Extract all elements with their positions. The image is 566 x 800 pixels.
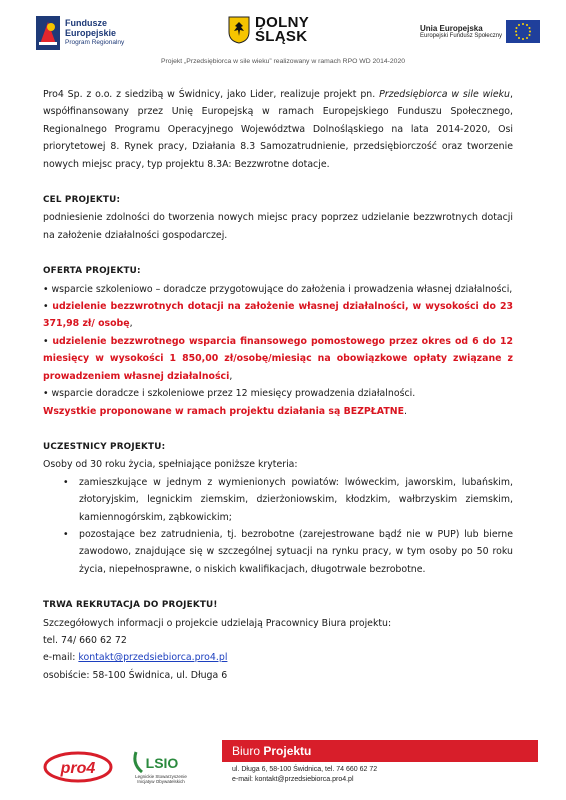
- pro4-text: pro4: [60, 760, 96, 777]
- oferta-item-3: [43, 333, 513, 385]
- uczestnicy-list: [43, 474, 513, 578]
- biuro-title-light: Biuro: [232, 744, 264, 758]
- uczestnicy-item-1: [63, 474, 513, 526]
- oferta-item-4: • wsparcie doradcze i szkoleniowe przez 12 miesięcy prowadzenia działalności.: [43, 388, 416, 400]
- uczestnicy-title: UCZESTNICY PROJEKTU:: [43, 441, 166, 452]
- biuro-projektu-box: [222, 740, 538, 790]
- uczestnicy-item-2: [63, 526, 513, 578]
- intro-part1: Pro4 Sp. z o.o. z siedzibą w Świdnicy, jako Lider, realizuje projekt pn.: [43, 89, 380, 100]
- dolny-slask-logo: [228, 16, 309, 44]
- intro-paragraph: [43, 86, 513, 173]
- email-label: e-mail:: [43, 652, 79, 664]
- page-header: [0, 14, 566, 58]
- unia-europejska-logo: [420, 20, 540, 43]
- cel-title: CEL PROJEKTU:: [43, 195, 121, 206]
- main-content: [43, 86, 513, 684]
- oferta-item-1: • wsparcie szkoleniowo – doradcze przygotowujące do założenia i prowadzenia własnej działalności,: [43, 283, 513, 295]
- rekrutacja-address: osobiście: 58-100 Świdnica, ul. Długa 6: [43, 669, 228, 681]
- fe-line2: Europejskie: [65, 28, 117, 38]
- fe-line3: Program Regionalny: [65, 39, 125, 46]
- intro-part2: , współfinansowany przez Unię Europejską w ramach Europejskiego Funduszu Społecznego, Regionalnego Programu Operacyjnego Województwa Dolnośląskiego na lata 2014-2020, Osi priorytetowej 8. Rynek pracy, Działania 8.3 Samozatrudnienie, przedsiębiorczość oraz tworzenie nowych miejsc pracy, typ projektu 8.3A: Bezzwrotne dotacje.: [43, 89, 513, 170]
- oferta-item-2-highlight: udzielenie bezzwrotnych dotacji na założenie własnej działalności, w wysokości do 23 371,98 zł/ osobę: [43, 301, 513, 330]
- ue-line1: Unia Europejska: [420, 24, 483, 33]
- fundusze-europejskie-logo: [36, 16, 124, 50]
- eagle-crest-icon: [228, 16, 250, 44]
- rekrutacja-email-line: [43, 649, 513, 666]
- rekrutacja-info: Szczegółowych informacji o projekcie udzielają Pracownicy Biura projektu:: [43, 617, 392, 629]
- cel-text: podniesienie zdolności do tworzenia nowych miejsc pracy poprzez udzielanie bezzwrotnych dotacji na założenie działalności gospodarczej.: [43, 212, 513, 241]
- biuro-title-bold: Projektu: [263, 744, 312, 758]
- pro4-logo: [42, 750, 114, 784]
- bullet: •: [43, 335, 53, 347]
- fe-line1: Fundusze: [65, 18, 107, 28]
- biuro-address: ul. Długa 6, 58-100 Świdnica, tel. 74 660 62 72: [232, 766, 378, 773]
- free-note-text: Wszystkie proponowane w ramach projektu działania są BEZPŁATNE: [43, 405, 404, 417]
- rekrutacja-tel: tel. 74/ 660 62 72: [43, 634, 127, 646]
- uczestnicy-lead: Osoby od 30 roku życia, spełniające poniższe kryteria:: [43, 459, 298, 471]
- ds-line2: ŚLĄSK: [255, 28, 308, 45]
- free-note: [43, 403, 513, 420]
- email-link[interactable]: kontakt@przedsiebiorca.pro4.pl: [78, 652, 228, 664]
- ds-line1: DOLNY: [255, 14, 309, 31]
- oferta-item-3-end: ,: [229, 370, 233, 382]
- intro-project-name: Przedsiębiorca w sile wieku: [379, 89, 510, 100]
- uczestnicy-item-1-text: zamieszkujące w jednym z wymienionych powiatów: lwóweckim, jaworskim, lubańskim, złotoryjskim, legnickim ziemskim, dzierżoniowskim, kłodzkim, wałbrzyskim ziemskim, kamiennogórskim, ząbkowickim;: [79, 476, 513, 523]
- biuro-title: [222, 740, 538, 762]
- uczestnicy-item-2-text: pozostające bez zatrudnienia, tj. bezrobotne (zarejestrowane bądź nie w PUP) lub bierne zawodowo, znajdujące się w szczególnej sytuacji na rynku pracy, w tym osoby po 50 roku życia, niepełnosprawne, o niskich kwalifikacjach, długotrwale bezrobotne.: [79, 528, 513, 575]
- oferta-item-2: [43, 298, 513, 333]
- biuro-email: e-mail: kontakt@przedsiebiorca.pro4.pl: [232, 776, 354, 783]
- oferta-list: [43, 281, 513, 403]
- project-subtitle: Projekt „Przedsiębiorca w sile wieku” realizowany w ramach RPO WD 2014-2020: [160, 58, 406, 65]
- bullet: •: [63, 528, 69, 540]
- bullet: •: [63, 476, 69, 488]
- oferta-item-3-highlight: udzielenie bezzwrotnego wsparcia finansowego pomostowego przez okres od 6 do 12 miesięcy w wysokości 1 850,00 zł/osobę/miesiąc na obowiązkowe opłaty związane z prowadzeniem własnej działalności: [43, 335, 514, 382]
- eu-flag-icon: [506, 20, 540, 43]
- bullet: •: [43, 301, 53, 313]
- rekrutacja-title: TRWA REKRUTACJA DO PROJEKTU!: [43, 600, 218, 611]
- free-note-end: .: [403, 405, 407, 417]
- fundusze-europejskie-icon: [36, 16, 60, 50]
- oferta-item-2-end: ,: [129, 318, 133, 330]
- page-footer: [0, 740, 566, 790]
- biuro-details: [222, 762, 538, 785]
- ue-line2: Europejski Fundusz Społeczny: [420, 33, 503, 39]
- oferta-title: OFERTA PROJEKTU:: [43, 266, 141, 277]
- lsio-text: LSIO: [145, 755, 179, 771]
- lsio-subtitle: Legnickie Stowarzyszenie Inicjatyw Obywatelskich: [135, 774, 187, 784]
